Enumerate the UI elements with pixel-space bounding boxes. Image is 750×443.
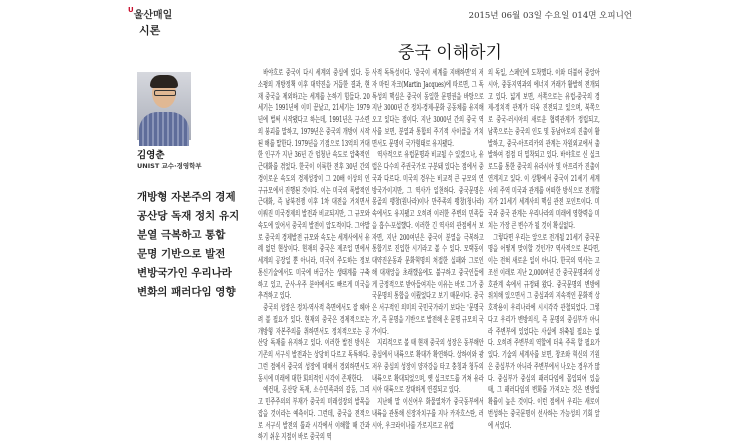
paragraph: 중국의 성장은 정치-역사적 측면에서도 잘 헤아려 볼 필요가 있다. 현재의 중국은 경제적으로는 개방형 자본주의를 취하면서도 정치적으로는 공산당 독재를 유지하고 있다. 이러한 발전 방식은 기존의 서구식 발전과는 상당히 다르고 독특하다. 그런 점에서 중국의 성장에 대해서 경외하면서도 동시에 미래에 대한 회의적인 시각이 존재한다. — [258, 303, 370, 383]
paragraph: 역사적으로 유럽문명과 비교될 수 있겠으나, 유럽은 다수의 주권국가로 구분돼 있다는 점에서 중국과 다르다. 미국의 경우는 비교적 큰 규모의 연방국가이지만, 그 역사가 일천하다. 중국문명은 몽골의 팽창(원나라)이나 만주족의 팽창(청나라) 속에서도 유지됐고 오히려 이러한 주변의 민족들을 흡수-포섭했다. 이러한 긴 역사의 관점에서 보자면, 지난 200여년은 중국이 분열을 극복하고 통합기로 진입한 시기라고 볼 수 있다. 모택동이 대약진운동과 문화혁명의 처절한 실패와 그로인해 대재앙을 초래했음에도 불구하고 중국인들에게 긍정적으로 받아들여지는 이유는 바로 그가 중국문명의 통합을 이뤘었다고 보기 때문이다. 중국은 서구적인 의미의 국민국가라기 보다는 '문명국가', 즉 문명을 기반으로 발전해 온 문명 규모의 국가이다. — [372, 150, 484, 336]
paragraph: 바야흐로 중국이 다시 세계의 중심에 있다. 등소평의 개방정책 이후 대약진을 거듭한 결과, 현재 중국을 제외하고는 세계를 논하기 힘들다. 20세기는 1991년에 이미 끝났고, 21세기는 1979년에 벌써 시작됐다고 하는데, 1991년은 구소련의 붕괴를 말하고, 1979년은 중국의 개방이 시작된 해를 말한다. 1979년을 기점으로 13억의 거대한 인구가 지난 36년 간 엄청난 속도로 압축적인 근대화를 겪었다. 한국이 이룩한 전후 30년 간의 경이로운 속도의 경제성장이 그 20배 이상의 인구규모에서 진행된 것이다. 이는 미국의 폭발적인 근대화, 즉 남북전쟁 이후 1차 대전을 거치면서 이뤄진 미국경제의 발전과 비교되지만, 그 규모와 속도에 있어서 중국의 발전이 압도적이다. 그야말로 중국의 경제발전 규모와 속도는 세계사에서 유례 없던 현상이다. 현재의 중국은 제조업 면에서 세계의 공장일 뿐 아니라, 미국이 주도하는 정보통신기술에서도 미국에 버금가는 생태계를 구축하고 있고, 군사-우주 분야에서도 빠르게 미국을 추격하고 있다. — [258, 68, 370, 301]
subhead: 변방국가인 우리나라 — [137, 267, 232, 279]
subheadings — [137, 188, 239, 302]
dateline: 2015년 06월 03일 수요일 014면 오피니언 — [468, 11, 632, 21]
newspaper-logo: $^U$울산매일 — [128, 6, 173, 21]
author-name: 김영춘 — [137, 150, 165, 161]
author-affiliation: UNIST 교수·경영학부 — [137, 162, 202, 170]
paragraph: 지리적으로 볼 때 현재 중국의 성장은 동부해안 중심에서 내륙으로 확대가 확연하다. 상하이와 광저우 중심의 성장이 양자강을 타고 충칭과 청두의 내륙으로 확대되었으며, 옛 실크로드를 거쳐 유라시아 대륙으로 장대하게 연결되고 있다. — [372, 338, 484, 395]
paragraph: 의 독일, 스페인에 도착했다. 이와 더불어 중앙아시아, 중동지역과의 에너지 거래가 활발히 전개되고 있다. 넓게 보면, 서쪽으로는 유럽-중국의 경제-정치적 관계가 더욱 진전되고 있으며, 북쪽으로 중국-러시아의 새로운 협력관계가 정립되고, 남쪽으로는 중국의 인도 및 동남아로의 진출이 활발하고, 중국-아프리카의 관계는 자원외교에서 출발하여 점점 더 밀착되고 있다. 바야흐로 신 실크로드를 통한 중국의 유라시아 및 아프리카 진출이 연계지고 있다. 이 상황에서 중국이 21세기 세계사의 주역 미국과 관계를 어떠한 방식으로 전개할 지가 21세기 세계사의 핵심 관전 포인트이다. 미국과 중국 관계는 우리나라의 미래에 영향력을 미치는 가장 큰 변수가 될 것이 확실없다. — [488, 68, 600, 230]
body-column-1 — [258, 67, 370, 442]
section-label: 시론 — [139, 24, 161, 37]
body-column-3 — [488, 67, 601, 430]
paragraph: 사적 독특성이다. '중국이 세계를 지배하면'의 저자 마틴 자크(Martin Jacques)에 따르면, 그 독특성의 핵심은 중국이 동일한 문명권을 바탕으로 지난 3000년 간 정치-경제-문화 공동체를 유지해오고 있다는 점이다. 지난 3000년 간의 중국 역사를 보면, 분열과 통합의 주기적 사이클을 거치면서도 문명이 국가형태로 유지됐다. — [372, 68, 484, 148]
author-photo — [137, 72, 191, 140]
subhead: 개방형 자본주의 경제 — [137, 191, 236, 203]
paragraph: 예컨대, 공산당 독재, 소수민족과의 갈등, 그리고 민주주의의 부재가 중국의 미래성장의 발목을 잡을 것이라는 예측이다. 그런데, 중국을 전적으로 서구식 발전의 틀과 시각에서 이해할 때 간과하기 쉬운 지점이 바로 중국의 역 — [258, 385, 370, 442]
body-column-2 — [372, 67, 485, 430]
paragraph: 그렇다면 우리는 앞으로 전개될 21세기 중국문명을 어떻게 맞이할 것인가? 역사적으로 본다면, 이는 전혀 새로운 일이 아니다. 한국의 역사는 고조선 이래로 지난 2,000여년 간 중국문명과의 상호관계 속에서 규정돼 왔다. 중국문명의 변방에 위치해 있으면서 그 중심과의 지속적인 문화적 상호작용이 우리나라에 시시각각 관철되었다. 그렇다고 우리가 변방의식, 즉 문명의 중심부가 아니라 주변부에 있었다는 사실에 위축될 필요는 없다. 오히려 주변부의 역할에 더욱 주목 할 필요가 있다. 기술의 세계사를 보면, 창조와 혁신의 기원은 중심부가 아니라 주변부에서 나오는 경우가 많다. 중심부가 중심의 패러다임에 몰입되어 있을 때, 그 패러다임의 변화를 가져오는 것은 변방일 확률이 높은 것이다. 이런 점에서 우리는 새로이 번성하는 중국문명이 선사하는 가능성의 기회 앞에 서있다. — [488, 232, 600, 430]
subhead: 변화의 패러다임 영향 — [137, 286, 236, 298]
paragraph: 지난해 말 이신어우 화물열차가 중국동부에서 내륙을 관통해 신장자치구를 지나 카자흐스탄, 러시아, 우크라이나를 가로지르고 유럽 — [372, 397, 484, 430]
subhead: 문명 기반으로 발전 — [137, 248, 226, 260]
subhead: 분열 극복하고 통합 — [137, 229, 226, 241]
article-title: 중국 이해하기 — [398, 43, 502, 63]
subhead: 공산당 독재 정치 유지 — [137, 210, 240, 222]
